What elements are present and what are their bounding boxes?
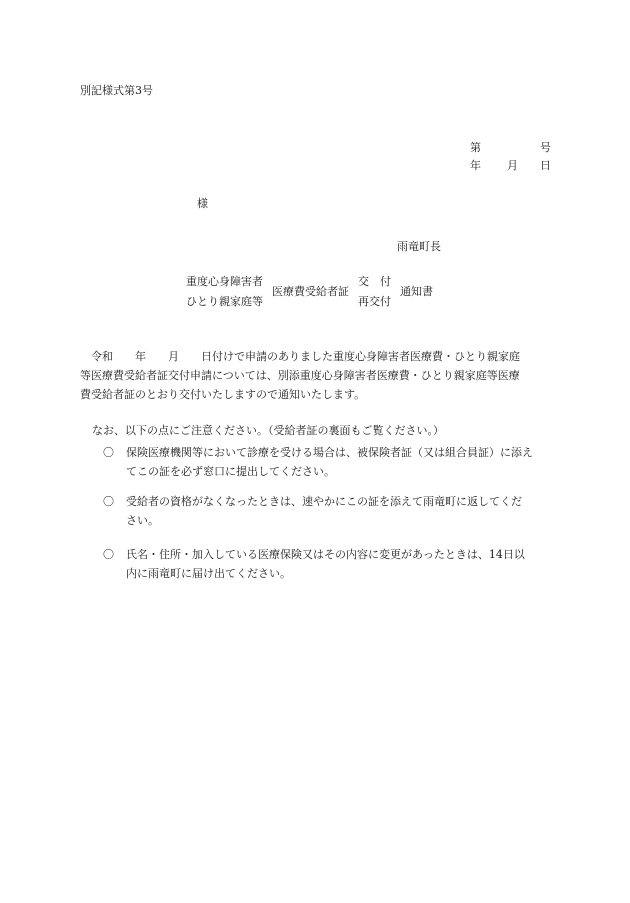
addressee-honorific: 様 [197, 197, 208, 210]
title-notice: 通知書 [400, 285, 433, 298]
date-day-label: 日 [540, 159, 551, 172]
title-category-disabled: 重度心身障害者 [186, 275, 263, 288]
date-month-label: 月 [507, 159, 518, 172]
circle-bullet-icon: 〇 [103, 446, 114, 459]
title-certificate: 医療費受給者証 [272, 285, 349, 298]
body-paragraph [80, 347, 555, 404]
date-year-label: 年 [470, 159, 481, 172]
body-era: 令和 [91, 350, 113, 363]
notice-intro: なお、以下の点にご注意ください。（受給者証の裏面もご覧ください。） [92, 424, 444, 437]
body-line-2: 等医療費受給者証交付申請については、別添重度心身障害者医療費・ひとり親家庭等医療 [80, 369, 520, 382]
notice-item-line: 内に雨竜町に届け出てください。 [126, 567, 291, 580]
title-reissue: 再交付 [358, 295, 391, 308]
notice-item-line: 氏名・住所・加入している医療保険又はその内容に変更があったときは、14日以 [126, 548, 525, 561]
notice-item-line: 受給者の資格がなくなったときは、速やかにこの証を添えて雨竜町に返してくだ [126, 495, 522, 508]
document-number-prefix: 第 [470, 141, 481, 154]
issuer-name: 雨竜町長 [397, 240, 441, 253]
title-issue: 交 付 [358, 275, 391, 288]
body-month: 月 [168, 350, 179, 363]
circle-bullet-icon: 〇 [103, 548, 114, 561]
body-line-3: 費受給者証のとおり交付いたしますので通知いたします。 [80, 388, 366, 401]
notice-item-line: さい。 [126, 514, 159, 527]
document-number-suffix: 号 [540, 141, 551, 154]
notice-item-line: てこの証を必ず窓口に提出してください。 [126, 465, 335, 478]
body-line-1-rest: 日付けで申請のありました重度心身障害者医療費・ひとり親家庭 [201, 350, 520, 363]
body-year: 年 [135, 350, 146, 363]
circle-bullet-icon: 〇 [103, 495, 114, 508]
notice-item-line: 保険医療機関等において診療を受ける場合は、被保険者証（又は組合員証）に添え [126, 446, 533, 459]
title-category-single-parent: ひとり親家庭等 [186, 295, 263, 308]
form-number: 別記様式第3号 [80, 84, 153, 97]
body-line-1 [80, 347, 555, 366]
